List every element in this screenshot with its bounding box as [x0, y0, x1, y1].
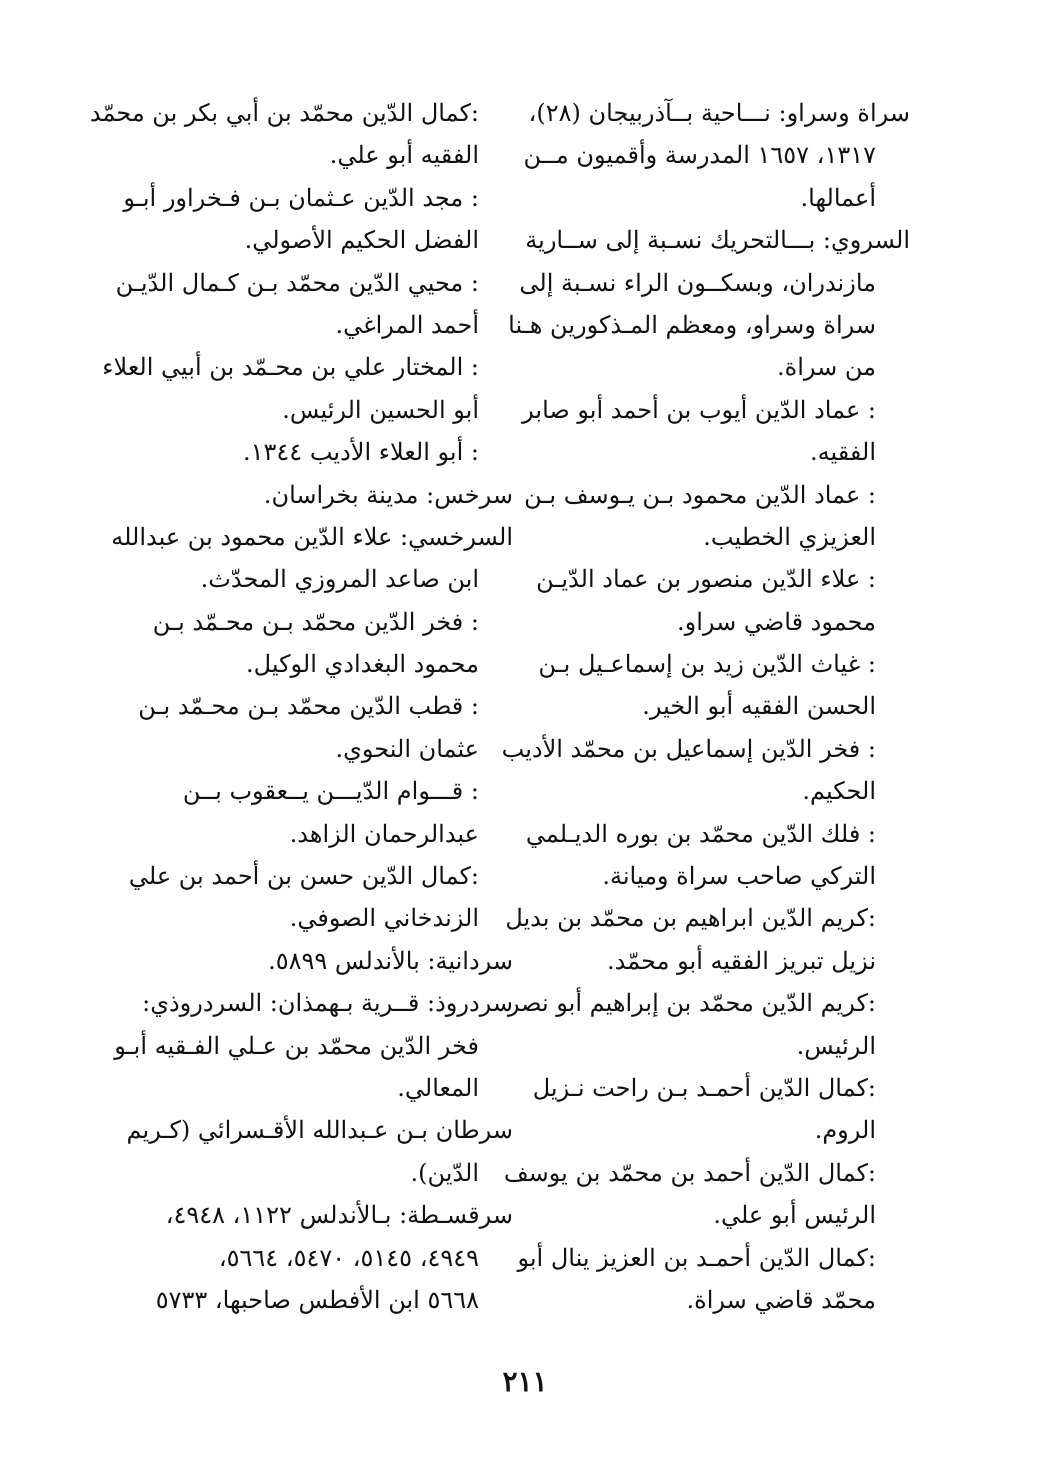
text-line: التركي صاحب سراة وميانة.	[602, 862, 876, 891]
text-line: :كمال الدّين أحمـد بن العزيز ينال أبو	[517, 1243, 876, 1272]
right-column	[501, 92, 910, 1321]
text-line: الروم.	[814, 1116, 876, 1145]
text-line: الحسن الفقيه أبو الخير.	[642, 692, 876, 721]
text-line: : غياث الدّين زيد بن إسماعـيل بـن	[538, 650, 876, 679]
text-line: الرئيس أبو علي.	[713, 1201, 876, 1230]
text-line: ٤٩٤٩، ٥١٤٥، ٥٤٧٠، ٥٦٦٤،	[218, 1243, 479, 1272]
text-line: : عماد الدّين محمود بـن يـوسف بـن	[524, 480, 876, 509]
text-line: :كمال الدّين أحمـد بـن راحت نـزيل	[532, 1073, 876, 1102]
text-line: أعمالها.	[800, 183, 876, 212]
text-line: : قطب الدّين محمّد بـن محـمّد بـن	[138, 692, 479, 721]
text-line: : المختار علي بن محـمّد بن أبيي العلاء	[102, 353, 479, 382]
text-line: : قـــوام الدّيـــن يــعقوب بــن	[182, 777, 479, 806]
text-line: الزندخاني الصوفي.	[289, 904, 479, 933]
left-column	[89, 92, 513, 1321]
text-line: محمود قاضي سراو.	[677, 607, 876, 636]
text-line: : علاء الدّين منصور بن عماد الدّيـن	[536, 565, 876, 594]
text-line: المعالي.	[397, 1073, 479, 1102]
text-line: ٥٦٦٨ ابن الأفطس صاحبها، ٥٧٣٣	[155, 1285, 479, 1314]
text-line: :كمال الدّين محمّد بن أبي بكر بن محمّد	[89, 99, 479, 127]
text-line: :كريم الدّين ابراهيم بن محمّد بن بديل	[505, 904, 876, 933]
text-line: سرقسـطة: بـالأندلس ١١٢٢، ٤٩٤٨،	[165, 1201, 513, 1230]
text-line: : أبو العلاء الأديب ١٣٤٤.	[242, 438, 479, 467]
text-line: العزيزي الخطيب.	[703, 522, 876, 551]
text-line: عبدالرحمان الزاهد.	[289, 819, 479, 848]
text-line: أبو الحسين الرئيس.	[282, 395, 479, 424]
text-line: الدّين).	[410, 1158, 479, 1187]
text-line: سردروذ: قــرية بـهمذان: السردروذي:	[142, 989, 513, 1018]
text-line: سراة وسراو: نـــاحية بــآذربيجان (٢٨)،	[528, 99, 910, 127]
text-line: الفضل الحكيم الأصولي.	[244, 226, 479, 255]
text-line: الحكيم.	[802, 777, 876, 806]
page-number: ٢١١	[502, 1365, 548, 1398]
text-line: الفقيه أبو علي.	[329, 141, 479, 170]
text-line: السرخسي: علاء الدّين محمود بن عبدالله	[111, 522, 513, 551]
text-line: :كمال الدّين حسن بن أحمد بن علي	[128, 862, 479, 891]
text-line: عثمان النحوي.	[335, 734, 479, 763]
text-line: مازندران، وبسكــون الراء نسـبة إلى	[519, 268, 876, 297]
text-line: ١٣١٧، ١٦٥٧ المدرسة وأقميون مــن	[523, 141, 876, 170]
text-line: : عماد الدّين أيوب بن أحمد أبو صابر	[522, 395, 876, 424]
text-line: : محيي الدّين محمّد بـن كـمال الدّيـن	[115, 268, 479, 297]
text-line: :كريم الدّين محمّد بن إبراهيم أبو نصر	[507, 989, 876, 1018]
text-line: الفقيه.	[810, 438, 876, 467]
text-line: : فخر الدّين محمّد بـن محـمّد بـن	[152, 607, 479, 636]
text-line: السروي: بـــالتحريك نسـبة إلى ســارية	[525, 226, 910, 255]
text-line: : مجد الدّين عـثمان بـن فـخراور أبـو	[123, 183, 479, 212]
text-line: نزيل تبريز الفقيه أبو محمّد.	[607, 946, 876, 975]
text-line: سرطان بـن عـبدالله الأقـسرائي (كـريم	[126, 1116, 513, 1145]
text-line: من سراة.	[777, 353, 876, 382]
text-line: محمّد قاضي سراة.	[686, 1285, 876, 1314]
text-line: ابن صاعد المروزي المحدّث.	[200, 565, 479, 594]
text-line: سراة وسراو، ومعظم المـذكورين هـنا	[508, 310, 876, 339]
text-line: أحمد المراغي.	[335, 310, 479, 339]
text-line: الرئيس.	[796, 1031, 876, 1060]
text-line: محمود البغدادي الوكيل.	[246, 650, 479, 679]
text-line: سردانية: بالأندلس ٥٨٩٩.	[268, 946, 513, 975]
text-line: : فلك الدّين محمّد بن بوره الديـلمي	[525, 819, 876, 848]
text-line: : فخر الدّين إسماعيل بن محمّد الأديب	[501, 734, 876, 763]
text-line: :كمال الدّين أحمد بن محمّد بن يوسف	[503, 1158, 876, 1187]
text-line: سرخس: مدينة بخراسان.	[263, 480, 513, 509]
text-line: فخر الدّين محمّد بن عـلي الفـقيه أبـو	[114, 1031, 479, 1060]
